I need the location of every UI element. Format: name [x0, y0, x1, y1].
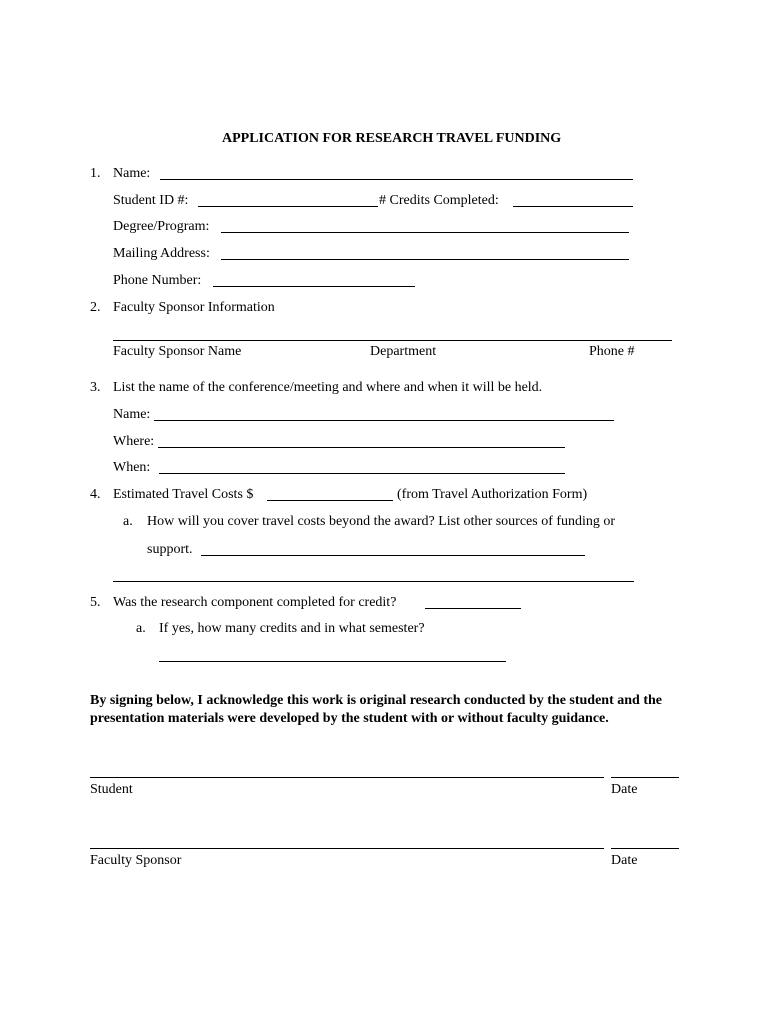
when-label: When:	[113, 460, 151, 475]
q1-number: 1.	[90, 166, 101, 181]
funding-field-line[interactable]	[201, 555, 585, 556]
degree-label: Degree/Program:	[113, 219, 210, 234]
q2-number: 2.	[90, 300, 101, 315]
phone-label: Phone Number:	[113, 273, 202, 288]
student-caption: Student	[90, 782, 133, 797]
phone-field-line[interactable]	[213, 286, 415, 287]
faculty-name-caption: Faculty Sponsor Name	[113, 344, 242, 359]
student-signature-line[interactable]	[90, 777, 604, 778]
sponsor-date-caption: Date	[611, 853, 638, 868]
name-field-line[interactable]	[160, 179, 633, 180]
mailing-label: Mailing Address:	[113, 246, 210, 261]
sponsor-caption: Faculty Sponsor	[90, 853, 182, 868]
where-label: Where:	[113, 434, 155, 449]
student-id-label: Student ID #:	[113, 193, 189, 208]
form-title: APPLICATION FOR RESEARCH TRAVEL FUNDING	[222, 131, 562, 146]
q5a-question: If yes, how many credits and in what semester?	[159, 621, 425, 636]
mailing-field-line[interactable]	[221, 259, 629, 260]
degree-field-line[interactable]	[221, 232, 629, 233]
phone-caption: Phone #	[589, 344, 635, 359]
q5-number: 5.	[90, 595, 101, 610]
conference-name-label: Name:	[113, 407, 151, 422]
q3-number: 3.	[90, 380, 101, 395]
student-date-caption: Date	[611, 782, 638, 797]
when-field-line[interactable]	[159, 473, 565, 474]
travel-costs-field-line[interactable]	[267, 500, 393, 501]
q4-number: 4.	[90, 487, 101, 502]
conference-label: List the name of the conference/meeting and where and when it will be held.	[113, 380, 543, 395]
q5a-letter: a.	[136, 621, 146, 636]
q4a-continuation: support.	[147, 542, 193, 557]
faculty-info-label: Faculty Sponsor Information	[113, 300, 275, 315]
credits-label: # Credits Completed:	[379, 193, 499, 208]
credit-question-label: Was the research component completed for credit?	[113, 595, 397, 610]
name-label: Name:	[113, 166, 151, 181]
sponsor-date-line[interactable]	[611, 848, 679, 849]
q4a-letter: a.	[123, 514, 133, 529]
credits-semester-field-line[interactable]	[159, 661, 506, 662]
q4a-question: How will you cover travel costs beyond the award? List other sources of funding or	[147, 514, 616, 529]
student-id-field-line[interactable]	[198, 206, 378, 207]
credit-answer-field-line[interactable]	[425, 608, 521, 609]
travel-costs-label: Estimated Travel Costs $	[113, 487, 254, 502]
acknowledgement-text: By signing below, I acknowledge this work is original research conducted by the student and the presentation materials were developed by the student with or without faculty guidance.	[90, 693, 662, 726]
conference-name-field-line[interactable]	[154, 420, 614, 421]
credits-field-line[interactable]	[513, 206, 633, 207]
student-date-line[interactable]	[611, 777, 679, 778]
faculty-info-field-line[interactable]	[113, 340, 672, 341]
sponsor-signature-line[interactable]	[90, 848, 604, 849]
where-field-line[interactable]	[158, 447, 565, 448]
department-caption: Department	[370, 344, 437, 359]
travel-costs-suffix: (from Travel Authorization Form)	[397, 487, 588, 502]
funding-field-line-2[interactable]	[113, 581, 634, 582]
